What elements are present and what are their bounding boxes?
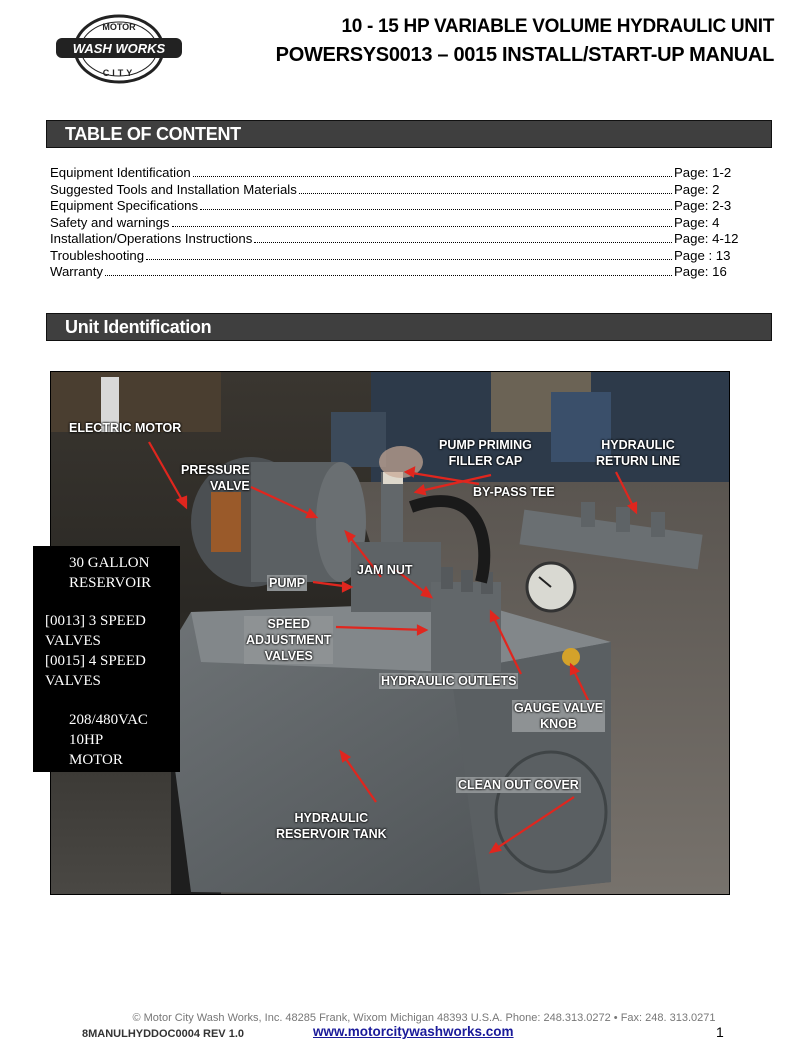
spec-line: [0015] 4 SPEED bbox=[45, 653, 146, 669]
toc-row[interactable]: Warranty Page: 16 bbox=[50, 264, 727, 279]
toc-row[interactable]: Safety and warnings Page: 4 bbox=[50, 214, 720, 230]
callout-hydraulic-return-line: HYDRAULIC RETURN LINE bbox=[596, 438, 681, 468]
page-number: 1 bbox=[716, 1024, 724, 1040]
footer-document-id: 8MANULHYDDOC0004 REV 1.0 bbox=[82, 1028, 244, 1040]
toc-row[interactable]: Installation/Operations Instructions Page: 4-12 bbox=[50, 231, 739, 246]
spec-line: MOTOR bbox=[69, 752, 123, 768]
footer-copyright: © Motor City Wash Works, Inc. 48285 Frank, Wixom Michigan 48393 U.S.A. Phone: 248.313.0272 • Fax: 248. 313.0271 bbox=[132, 1012, 716, 1024]
callout-jam-nut: JAM NUT bbox=[357, 563, 413, 577]
toc-row[interactable]: Suggested Tools and Installation Materials Page: 2 bbox=[50, 181, 720, 197]
spec-line: 10HP bbox=[69, 732, 104, 748]
logo-main-text: WASH WORKS bbox=[72, 41, 166, 56]
spec-line: [0013] 3 SPEED bbox=[45, 613, 146, 629]
callout-gauge-valve-knob: GAUGE VALVE KNOB bbox=[514, 701, 604, 731]
unit-identification-bar bbox=[46, 313, 772, 341]
spec-line: 208/480VAC bbox=[69, 712, 148, 728]
callout-speed-adjustment-valves: SPEED ADJUSTMENT VALVES bbox=[246, 617, 332, 663]
motor-city-wash-works-logo bbox=[54, 14, 184, 84]
unit-identification-heading: Unit Identification bbox=[65, 317, 212, 337]
specifications-box bbox=[33, 546, 180, 772]
toc-row[interactable]: Equipment Specifications Page: 2-3 bbox=[50, 198, 732, 213]
logo-top-text: MOTOR bbox=[102, 22, 136, 32]
footer-website-link[interactable]: www.motorcitywashworks.com bbox=[313, 1024, 514, 1039]
logo-bottom-text: CITY bbox=[102, 68, 136, 78]
document-title: 10 - 15 HP VARIABLE VOLUME HYDRAULIC UNIT bbox=[341, 16, 774, 37]
callout-clean-out-cover: CLEAN OUT COVER bbox=[458, 778, 579, 792]
callout-by-pass-tee: BY-PASS TEE bbox=[473, 485, 555, 499]
callout-hydraulic-outlets: HYDRAULIC OUTLETS bbox=[381, 674, 517, 688]
toc-section-bar bbox=[46, 120, 772, 148]
callout-pump-priming-filler-cap: PUMP PRIMING FILLER CAP bbox=[439, 438, 532, 468]
spec-line: 30 GALLON bbox=[69, 555, 150, 571]
table-of-contents bbox=[50, 165, 750, 281]
callout-hydraulic-reservoir-tank: HYDRAULIC RESERVOIR TANK bbox=[276, 811, 387, 841]
document-subtitle: POWERSYS0013 – 0015 INSTALL/START-UP MANUAL bbox=[275, 44, 774, 66]
spec-line: VALVES bbox=[45, 673, 101, 689]
callout-electric-motor: ELECTRIC MOTOR bbox=[69, 421, 182, 435]
spec-line: RESERVOIR bbox=[69, 575, 152, 591]
toc-row[interactable]: Equipment Identification Page: 1-2 bbox=[50, 165, 732, 180]
spec-line: VALVES bbox=[45, 633, 101, 649]
toc-heading: TABLE OF CONTENT bbox=[65, 124, 241, 144]
toc-row[interactable]: Troubleshooting Page : 13 bbox=[50, 247, 731, 263]
callout-pump: PUMP bbox=[269, 576, 306, 590]
callout-pressure-valve: PRESSURE VALVE bbox=[181, 463, 250, 493]
